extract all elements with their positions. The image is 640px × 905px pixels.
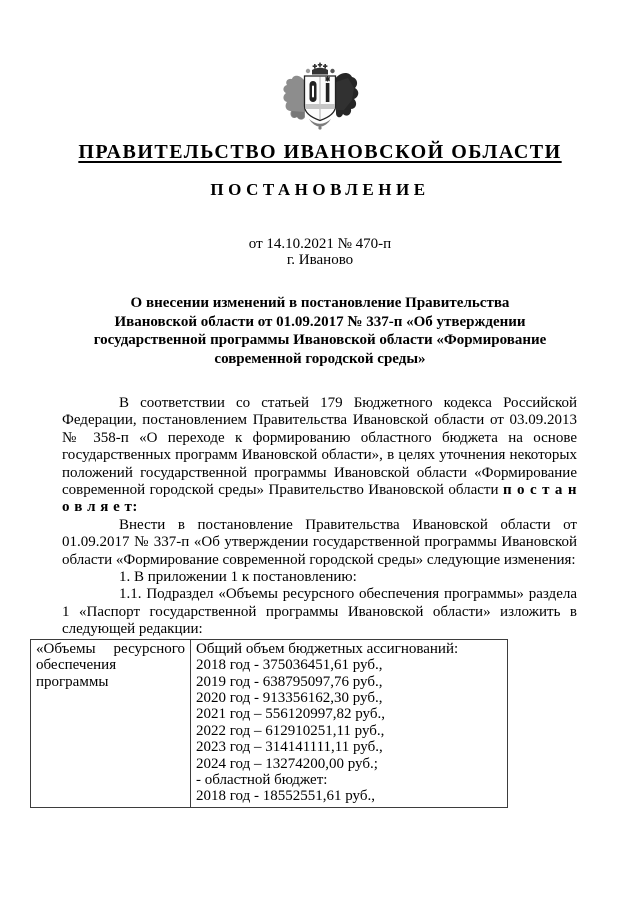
budget-line: 2022 год – 612910251,11 руб., [196,722,385,739]
date-place-block [0,236,640,268]
table-cell-label: «Объемы ресурсного обеспечения программы [31,639,191,807]
resolves-word: п о с т а н о в л я е т: [62,482,578,516]
subject-line: государственной программы Ивановской области «Формирование [93,332,547,348]
doc-place: г. Иваново [286,252,354,268]
doc-type-title: ПОСТАНОВЛЕНИЕ [210,180,430,199]
budget-line: 2020 год - 913356162,30 руб., [196,689,383,706]
table-cell-values [191,639,508,807]
subject-line: современной городской среды» [214,350,426,367]
paragraph-preamble [62,395,577,517]
budget-line: 2024 год – 13274200,00 руб.; [196,755,378,772]
budget-line: 2021 год – 556120997,82 руб., [196,706,385,723]
subject-line: О внесении изменений в постановление Правительства [130,295,510,311]
budget-line: Общий объем бюджетных ассигнований: [196,640,459,657]
doc-body [62,395,577,639]
preamble-text: В соответствии со статьей 179 Бюджетного кодекса Российской Федерации, постановлением Правительства Ивановской области от 03.09.2013 № 358-п «О переходе к формированию областного бюджета на основе государственных программ Ивановской области», в целях уточнения некоторых положений государственной программы Ивановской области «Формирование современной городской среды» Правительство Ивановской области [62,395,577,499]
budget-line: - областной бюджет: [196,771,328,788]
budget-line: 2023 год – 314141111,11 руб., [196,739,383,756]
budget-line: 2018 год - 375036451,61 руб., [196,657,383,674]
list-item-1-1: 1.1. Подраздел «Объемы ресурсного обеспечения программы» раздела 1 «Паспорт государственной программы Ивановской области» изложить в следующей редакции: [62,586,577,638]
org-name-title: ПРАВИТЕЛЬСТВО ИВАНОВСКОЙ ОБЛАСТИ [78,141,562,163]
list-item-1: 1. В приложении 1 к постановлению: [119,569,357,586]
paragraph-amendment: Внести в постановление Правительства Ивановской области от 01.09.2017 № 337-п «Об утверждении государственной программы Ивановской области «Формирование современной городской среды» следующие изменения: [62,516,577,568]
subject-line: Ивановской области от 01.09.2017 № 337-п «Об утверждении [114,313,526,330]
coat-of-arms-icon [278,62,362,132]
doc-subject-heading [0,294,640,368]
budget-line: 2019 год - 638795097,76 руб., [196,673,383,690]
doc-date-number: от 14.10.2021 № 470-п [248,236,392,252]
budget-line: 2018 год - 18552551,61 руб., [196,788,375,805]
table-row [31,639,508,807]
resource-provision-table [30,639,508,808]
